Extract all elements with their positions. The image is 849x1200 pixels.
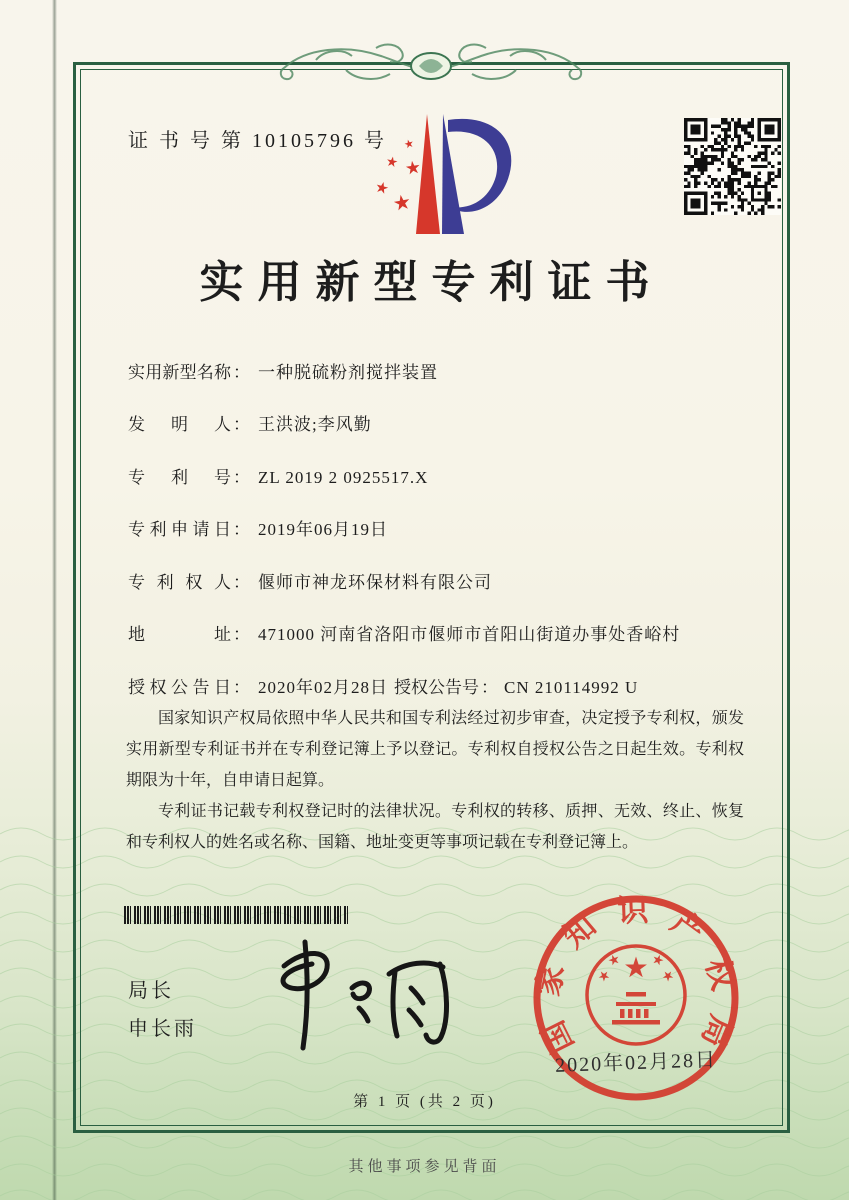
- page-indicator: 第 1 页 (共 2 页): [353, 1094, 496, 1110]
- field-row-patentee: [128, 568, 492, 594]
- field-label: 专利权人: [128, 573, 231, 592]
- seal-date: 2020年02月28日: [554, 1049, 718, 1077]
- field-value: 471000 河南省洛阳市偃师市首阳山街道办事处香峪村: [258, 625, 681, 644]
- green-scroll-ornament-icon: [276, 30, 586, 96]
- field-colon: ：: [233, 468, 250, 487]
- field-value: ZL 2019 2 0925517.X: [258, 468, 429, 487]
- field-colon: ：: [481, 678, 498, 697]
- field-value: 王洪波;李风勤: [258, 415, 372, 434]
- svg-text:国家知识产权局: [530, 893, 741, 1059]
- signature-shen-chang-yu-icon: [256, 936, 466, 1051]
- back-note: 其他事项参见背面: [348, 1159, 501, 1175]
- qr-code-icon: [684, 118, 781, 215]
- grant-number-label: 授权公告号: [394, 678, 479, 697]
- body-paragraph-2: 专利证书记载专利权登记时的法律状况。专利权的转移、质押、无效、终止、恢复和专利权人的姓名或名称、国籍、地址变更等事项记载在专利登记簿上。: [126, 803, 744, 851]
- field-label: 授权公告日: [128, 678, 231, 697]
- grant-number-value: CN 210114992 U: [504, 678, 639, 697]
- field-colon: ：: [233, 363, 250, 382]
- field-value: 偃师市神龙环保材料有限公司: [258, 573, 492, 592]
- legal-text-block: [126, 703, 744, 858]
- national-emblem-icon: [587, 946, 685, 1044]
- field-row-filing-date: [128, 515, 388, 541]
- barcode-icon: [124, 906, 348, 924]
- field-colon: ：: [233, 415, 250, 434]
- field-row-grant-date: [128, 673, 639, 699]
- body-paragraph-1: 国家知识产权局依照中华人民共和国专利法经过初步审查，决定授予专利权，颁发实用新型专利证书并在专利登记簿上予以登记。专利权自授权公告之日起生效。专利权期限为十年，自申请日起算。: [126, 710, 744, 789]
- field-colon: ：: [233, 520, 250, 539]
- seal-text: 国家知识产权局: [530, 892, 742, 1059]
- field-row-inventor: [128, 410, 372, 436]
- field-label: 发明人: [128, 415, 231, 434]
- field-row-name: [128, 358, 438, 384]
- certificate-title: 实用新型专利证书: [199, 258, 664, 307]
- grant-number-group: [394, 673, 638, 698]
- director-name: 申长雨: [128, 1018, 197, 1040]
- field-label: 地址: [128, 625, 231, 644]
- director-title: 局长: [128, 980, 174, 1002]
- field-value: 2020年02月28日: [258, 678, 388, 697]
- field-colon: ：: [233, 573, 250, 592]
- field-label: 专利申请日: [128, 520, 231, 539]
- field-row-patent-number: [128, 463, 428, 489]
- field-colon: ：: [233, 678, 250, 697]
- field-value: 一种脱硫粉剂搅拌装置: [258, 363, 438, 382]
- field-label: 专利号: [128, 468, 231, 487]
- field-label: 实用新型名称: [128, 363, 231, 382]
- field-row-address: [128, 620, 680, 646]
- certificate-number: 证 书 号 第 10105796 号: [128, 130, 387, 152]
- field-colon: ：: [233, 625, 250, 644]
- field-value: 2019年06月19日: [258, 520, 388, 539]
- cnipa-logo-icon: [352, 110, 527, 238]
